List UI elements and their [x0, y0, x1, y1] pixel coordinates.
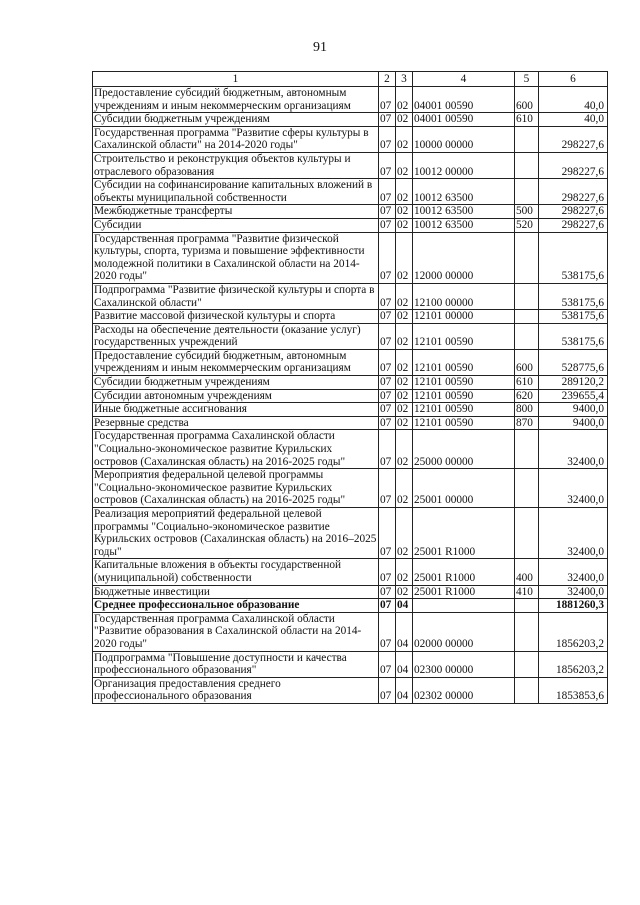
table-row	[93, 677, 608, 703]
target-article-code: 25001 R1000	[413, 559, 515, 585]
amount: 239655,4	[539, 389, 608, 403]
target-article-code: 10012 63500	[413, 218, 515, 232]
table-row	[93, 179, 608, 205]
table-row	[93, 323, 608, 349]
row-name: Субсидии автономным учреждениям	[93, 389, 379, 403]
expense-type-code: 400	[515, 559, 539, 585]
row-name: Резервные средства	[93, 416, 379, 430]
amount: 538175,6	[539, 310, 608, 324]
table-row	[93, 283, 608, 309]
subsection-code: 02	[396, 430, 413, 469]
subsection-code: 02	[396, 232, 413, 283]
section-code: 07	[379, 599, 396, 613]
amount: 1856203,2	[539, 612, 608, 651]
table-row	[93, 310, 608, 324]
expense-type-code	[515, 612, 539, 651]
section-code: 07	[379, 126, 396, 152]
expense-type-code	[515, 283, 539, 309]
row-name: Капитальные вложения в объекты государственной (муниципальной) собственности	[93, 559, 379, 585]
expense-type-code: 410	[515, 585, 539, 599]
row-name: Государственная программа "Развитие сферы культуры в Сахалинской области" на 2014-2020 годы"	[93, 126, 379, 152]
column-number: 2	[379, 72, 396, 87]
section-code: 07	[379, 152, 396, 178]
section-code: 07	[379, 87, 396, 113]
table-row	[93, 126, 608, 152]
target-article-code: 12000 00000	[413, 232, 515, 283]
row-name: Субсидии	[93, 218, 379, 232]
section-code: 07	[379, 677, 396, 703]
amount: 298227,6	[539, 126, 608, 152]
expense-type-code	[515, 152, 539, 178]
row-name: Строительство и реконструкция объектов культуры и отраслевого образования	[93, 152, 379, 178]
expense-type-code	[515, 508, 539, 559]
target-article-code: 12101 00590	[413, 416, 515, 430]
amount: 9400,0	[539, 403, 608, 417]
subsection-code: 02	[396, 205, 413, 219]
amount: 1856203,2	[539, 651, 608, 677]
column-number-row	[93, 72, 608, 87]
table-row	[93, 232, 608, 283]
expense-type-code: 620	[515, 389, 539, 403]
row-name: Среднее профессиональное образование	[93, 599, 379, 613]
column-number: 5	[515, 72, 539, 87]
target-article-code: 10012 63500	[413, 179, 515, 205]
section-code: 07	[379, 389, 396, 403]
column-number: 4	[413, 72, 515, 87]
expense-type-code	[515, 599, 539, 613]
target-article-code: 25000 00000	[413, 430, 515, 469]
amount: 538175,6	[539, 283, 608, 309]
row-name: Субсидии бюджетным учреждениям	[93, 376, 379, 390]
row-name: Предоставление субсидий бюджетным, автономным учреждениям и иным некоммерческим организациям	[93, 87, 379, 113]
target-article-code: 12100 00000	[413, 283, 515, 309]
section-code: 07	[379, 651, 396, 677]
expense-type-code	[515, 179, 539, 205]
row-name: Мероприятия федеральной целевой программы "Социально-экономическое развитие Курильских островов (Сахалинская область) на 2016-2025 годы"	[93, 469, 379, 508]
section-code: 07	[379, 585, 396, 599]
subsection-code: 02	[396, 416, 413, 430]
section-code: 07	[379, 323, 396, 349]
section-code: 07	[379, 283, 396, 309]
column-number: 6	[539, 72, 608, 87]
subsection-code: 02	[396, 152, 413, 178]
amount: 298227,6	[539, 152, 608, 178]
table-row	[93, 599, 608, 613]
budget-table-body	[93, 72, 608, 704]
amount: 32400,0	[539, 585, 608, 599]
amount: 528775,6	[539, 349, 608, 375]
section-code: 07	[379, 113, 396, 127]
expense-type-code	[515, 126, 539, 152]
expense-type-code: 870	[515, 416, 539, 430]
expense-type-code	[515, 323, 539, 349]
expense-type-code: 800	[515, 403, 539, 417]
table-row	[93, 218, 608, 232]
table-row	[93, 469, 608, 508]
table-row	[93, 389, 608, 403]
amount: 40,0	[539, 113, 608, 127]
amount: 40,0	[539, 87, 608, 113]
subsection-code: 02	[396, 87, 413, 113]
target-article-code: 02300 00000	[413, 651, 515, 677]
row-name: Предоставление субсидий бюджетным, автономным учреждениям и иным некоммерческим организациям	[93, 349, 379, 375]
target-article-code: 02302 00000	[413, 677, 515, 703]
expense-type-code	[515, 651, 539, 677]
section-code: 07	[379, 179, 396, 205]
section-code: 07	[379, 349, 396, 375]
target-article-code: 04001 00590	[413, 113, 515, 127]
section-code: 07	[379, 310, 396, 324]
target-article-code	[413, 599, 515, 613]
row-name: Развитие массовой физической культуры и спорта	[93, 310, 379, 324]
budget-table	[92, 71, 608, 704]
section-code: 07	[379, 559, 396, 585]
target-article-code: 10012 00000	[413, 152, 515, 178]
amount: 32400,0	[539, 469, 608, 508]
target-article-code: 04001 00590	[413, 87, 515, 113]
row-name: Расходы на обеспечение деятельности (оказание услуг) государственных учреждений	[93, 323, 379, 349]
target-article-code: 12101 00590	[413, 376, 515, 390]
row-name: Подпрограмма "Развитие физической культуры и спорта в Сахалинской области"	[93, 283, 379, 309]
row-name: Государственная программа Сахалинской области "Развитие образования в Сахалинской области на 2014-2020 годы"	[93, 612, 379, 651]
table-row	[93, 113, 608, 127]
target-article-code: 12101 00590	[413, 349, 515, 375]
subsection-code: 02	[396, 403, 413, 417]
amount: 9400,0	[539, 416, 608, 430]
subsection-code: 04	[396, 651, 413, 677]
expense-type-code	[515, 310, 539, 324]
amount: 289120,2	[539, 376, 608, 390]
subsection-code: 04	[396, 612, 413, 651]
target-article-code: 12101 00590	[413, 403, 515, 417]
table-row	[93, 612, 608, 651]
table-row	[93, 585, 608, 599]
subsection-code: 02	[396, 376, 413, 390]
amount: 1881260,3	[539, 599, 608, 613]
section-code: 07	[379, 232, 396, 283]
section-code: 07	[379, 416, 396, 430]
target-article-code: 25001 00000	[413, 469, 515, 508]
section-code: 07	[379, 218, 396, 232]
table-row	[93, 651, 608, 677]
row-name: Межбюджетные трансферты	[93, 205, 379, 219]
row-name: Иные бюджетные ассигнования	[93, 403, 379, 417]
expense-type-code: 500	[515, 205, 539, 219]
target-article-code: 10012 63500	[413, 205, 515, 219]
amount: 32400,0	[539, 559, 608, 585]
subsection-code: 02	[396, 389, 413, 403]
subsection-code: 02	[396, 113, 413, 127]
row-name: Субсидии на софинансирование капитальных вложений в объекты муниципальной собственности	[93, 179, 379, 205]
subsection-code: 04	[396, 599, 413, 613]
target-article-code: 12101 00590	[413, 389, 515, 403]
row-name: Субсидии бюджетным учреждениям	[93, 113, 379, 127]
target-article-code: 02000 00000	[413, 612, 515, 651]
subsection-code: 02	[396, 585, 413, 599]
section-code: 07	[379, 612, 396, 651]
section-code: 07	[379, 469, 396, 508]
expense-type-code: 600	[515, 349, 539, 375]
table-row	[93, 376, 608, 390]
amount: 1853853,6	[539, 677, 608, 703]
amount: 32400,0	[539, 508, 608, 559]
table-row	[93, 559, 608, 585]
expense-type-code: 520	[515, 218, 539, 232]
expense-type-code	[515, 677, 539, 703]
subsection-code: 02	[396, 469, 413, 508]
table-row	[93, 205, 608, 219]
table-row	[93, 152, 608, 178]
row-name: Государственная программа Сахалинской области "Социально-экономическое развитие Курильских островов (Сахалинская область) на 2016-2025 годы"	[93, 430, 379, 469]
column-number: 3	[396, 72, 413, 87]
row-name: Реализация мероприятий федеральной целевой программы "Социально-экономическое развитие Курильских островов (Сахалинская область) на 2016–2025 годы"	[93, 508, 379, 559]
subsection-code: 04	[396, 677, 413, 703]
table-row	[93, 87, 608, 113]
row-name: Государственная программа "Развитие физической культуры, спорта, туризма и повышение эффективности молодежной политики в Сахалинской области на 2014-2020 годы"	[93, 232, 379, 283]
amount: 32400,0	[539, 430, 608, 469]
expense-type-code	[515, 469, 539, 508]
section-code: 07	[379, 376, 396, 390]
amount: 298227,6	[539, 205, 608, 219]
amount: 538175,6	[539, 232, 608, 283]
subsection-code: 02	[396, 310, 413, 324]
subsection-code: 02	[396, 218, 413, 232]
target-article-code: 12101 00000	[413, 310, 515, 324]
table-row	[93, 403, 608, 417]
row-name: Подпрограмма "Повышение доступности и качества профессионального образования"	[93, 651, 379, 677]
amount: 298227,6	[539, 218, 608, 232]
expense-type-code	[515, 430, 539, 469]
row-name: Организация предоставления среднего профессионального образования	[93, 677, 379, 703]
subsection-code: 02	[396, 126, 413, 152]
subsection-code: 02	[396, 179, 413, 205]
expense-type-code: 600	[515, 87, 539, 113]
amount: 298227,6	[539, 179, 608, 205]
expense-type-code: 610	[515, 113, 539, 127]
table-row	[93, 508, 608, 559]
expense-type-code	[515, 232, 539, 283]
section-code: 07	[379, 205, 396, 219]
subsection-code: 02	[396, 323, 413, 349]
page-number: 91	[313, 40, 327, 55]
row-name: Бюджетные инвестиции	[93, 585, 379, 599]
section-code: 07	[379, 508, 396, 559]
target-article-code: 12101 00590	[413, 323, 515, 349]
target-article-code: 25001 R1000	[413, 508, 515, 559]
subsection-code: 02	[396, 508, 413, 559]
section-code: 07	[379, 403, 396, 417]
subsection-code: 02	[396, 283, 413, 309]
table-row	[93, 430, 608, 469]
table-row	[93, 416, 608, 430]
column-number: 1	[93, 72, 379, 87]
target-article-code: 25001 R1000	[413, 585, 515, 599]
section-code: 07	[379, 430, 396, 469]
table-row	[93, 349, 608, 375]
amount: 538175,6	[539, 323, 608, 349]
subsection-code: 02	[396, 349, 413, 375]
subsection-code: 02	[396, 559, 413, 585]
target-article-code: 10000 00000	[413, 126, 515, 152]
expense-type-code: 610	[515, 376, 539, 390]
